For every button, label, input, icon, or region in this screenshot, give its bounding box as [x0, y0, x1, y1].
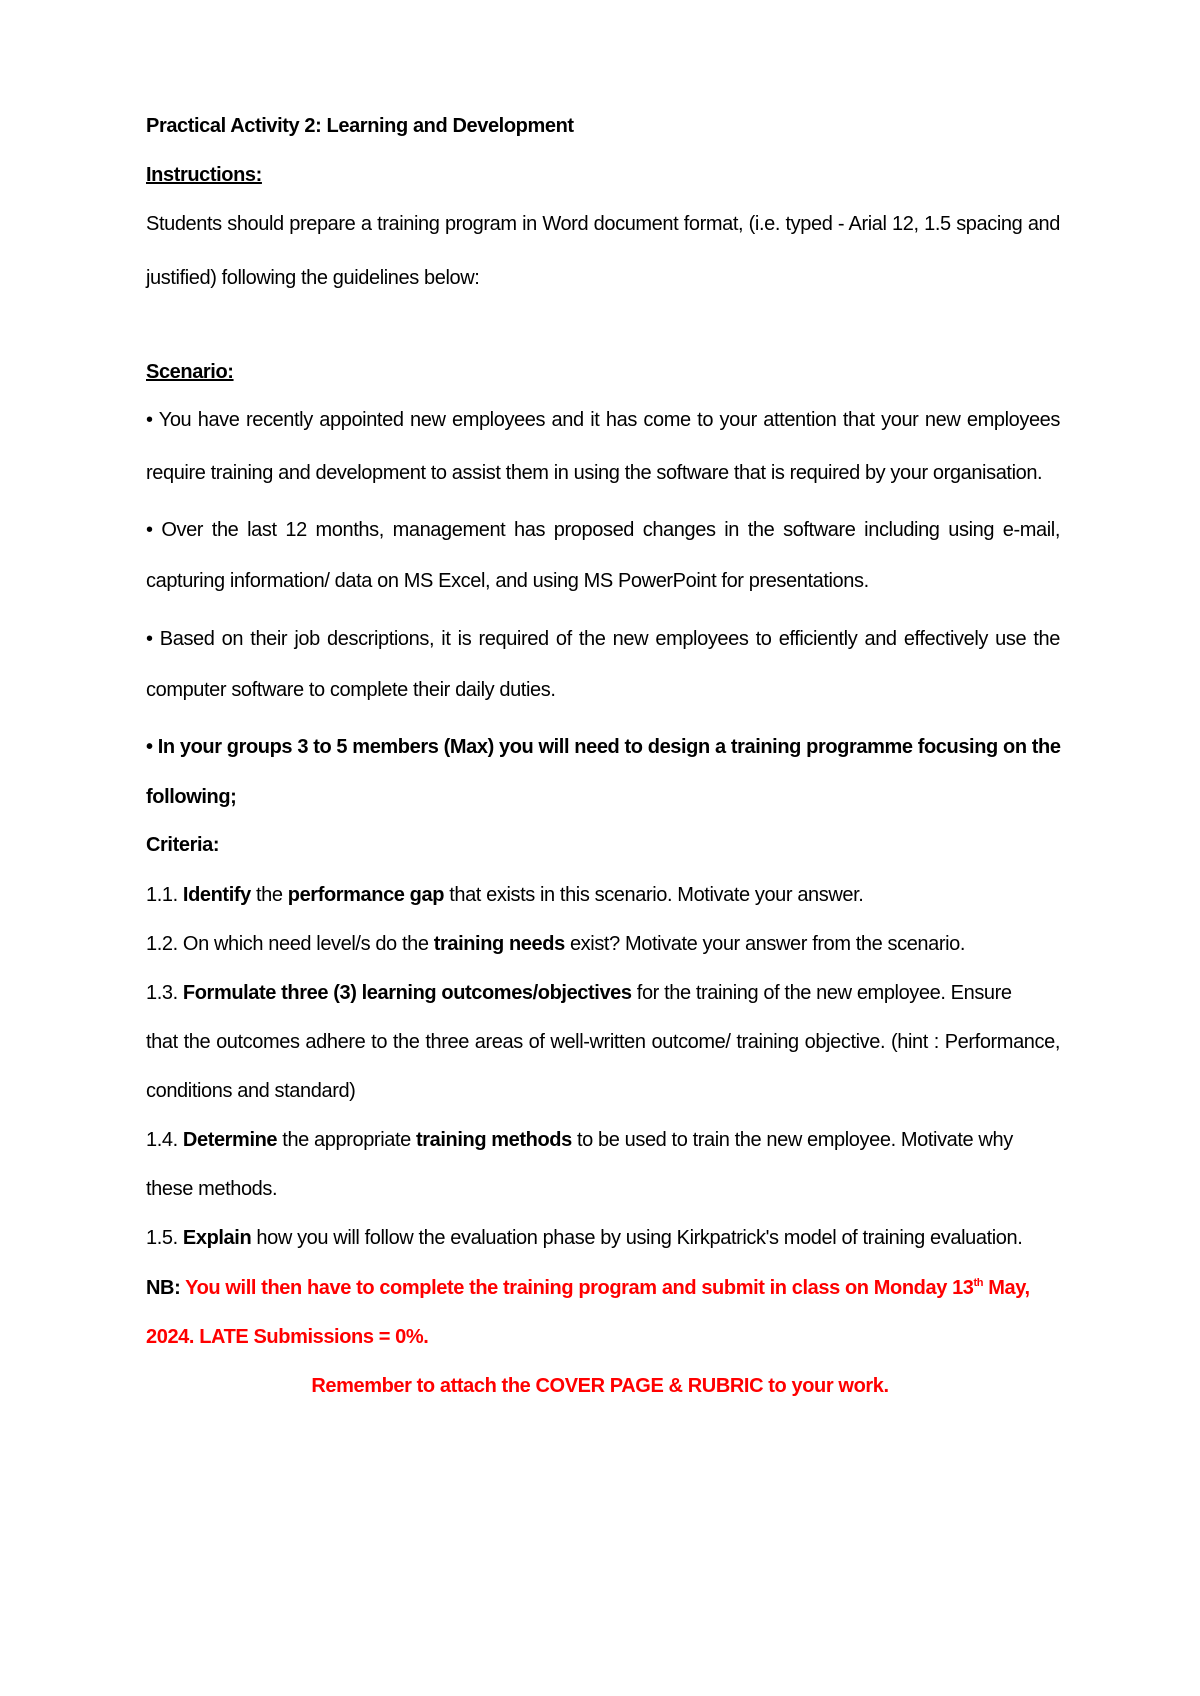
criterion-number: 1.4. — [146, 1129, 183, 1151]
criterion-text: how you will follow the evaluation phase by using Kirkpatrick's model of training evaluation. — [251, 1227, 1023, 1249]
nb-text-end: May, — [983, 1277, 1030, 1299]
scenario-bullet-3-line-1: • Based on their job descriptions, it is required of the new employees to efficiently and effectively use the — [146, 628, 1060, 650]
scenario-bullet-2-line-1: • Over the last 12 months, management has proposed changes in the software including using e-mail, — [146, 519, 1060, 541]
nb-text: You will then have to complete the training program and submit in class on Monday 13 — [185, 1277, 974, 1299]
criteria-heading: Criteria: — [146, 834, 220, 856]
criterion-text: for the training of the new employee. Ensure — [631, 982, 1012, 1004]
reminder-note: Remember to attach the COVER PAGE & RUBRIC to your work. — [311, 1375, 889, 1397]
criterion-keyword: Identify — [182, 884, 251, 906]
criterion-1-1 — [146, 882, 1060, 908]
criterion-number: 1.1. — [146, 884, 183, 906]
nb-superscript: th — [973, 1277, 984, 1289]
nb-line-1 — [146, 1275, 1060, 1301]
scenario-bullet-1-line-1: • You have recently appointed new employees and it has come to your attention that your new employees — [146, 409, 1060, 431]
criterion-keyword: training needs — [433, 933, 565, 955]
criterion-text: exist? Motivate your answer from the scenario. — [564, 933, 966, 955]
criterion-1-3-line-1 — [146, 980, 1060, 1006]
scenario-heading: Scenario: — [146, 361, 234, 383]
instructions-heading: Instructions: — [146, 164, 262, 186]
criterion-number: 1.3. — [146, 982, 183, 1004]
scenario-bullet-4-line-1: • In your groups 3 to 5 members (Max) you will need to design a training programme focusing on the — [146, 736, 1061, 758]
criterion-1-4-line-2: these methods. — [146, 1178, 278, 1200]
criterion-1-3-line-3: conditions and standard) — [146, 1080, 356, 1102]
scenario-bullet-2-line-2: capturing information/ data on MS Excel, and using MS PowerPoint for presentations. — [146, 570, 869, 592]
scenario-bullet-1-line-2: require training and development to assist them in using the software that is required by your organisation. — [146, 462, 1043, 484]
criterion-text: the — [250, 884, 288, 906]
criterion-1-3-line-2: that the outcomes adhere to the three areas of well-written outcome/ training objective. (hint : Performance, — [146, 1031, 1060, 1053]
nb-line-2: 2024. LATE Submissions = 0%. — [146, 1326, 429, 1348]
instructions-line-2: justified) following the guidelines below: — [146, 267, 480, 289]
criterion-keyword: Explain — [182, 1227, 252, 1249]
criterion-1-2 — [146, 931, 1060, 957]
criterion-keyword: training methods — [416, 1129, 572, 1151]
instructions-line-1: Students should prepare a training program in Word document format, (i.e. typed - Arial 12, 1.5 spacing and — [146, 213, 1060, 235]
criterion-keyword: performance gap — [287, 884, 445, 906]
scenario-bullet-4-line-2: following; — [146, 786, 237, 808]
criterion-text: to be used to train the new employee. Motivate why — [571, 1129, 1013, 1151]
nb-label: NB: — [146, 1277, 186, 1299]
document-title: Practical Activity 2: Learning and Development — [146, 115, 574, 137]
criterion-1-5 — [146, 1225, 1060, 1251]
scenario-bullet-3-line-2: computer software to complete their daily duties. — [146, 679, 556, 701]
criterion-number: 1.5. — [146, 1227, 183, 1249]
criterion-text: 1.2. On which need level/s do the — [146, 933, 434, 955]
criterion-1-4-line-1 — [146, 1127, 1060, 1153]
criterion-text: the appropriate — [277, 1129, 416, 1151]
criterion-keyword: Formulate three (3) learning outcomes/objectives — [182, 982, 632, 1004]
criterion-text: that exists in this scenario. Motivate your answer. — [444, 884, 864, 906]
criterion-keyword: Determine — [182, 1129, 278, 1151]
